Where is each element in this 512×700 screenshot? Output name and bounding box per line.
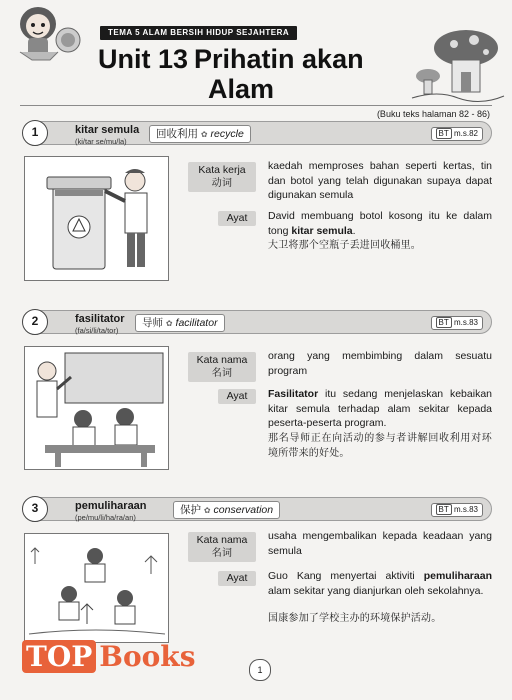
example-sentence: Guo Kang menyertai aktiviti pemuliharaan alam sekitar yang dianjurkan oleh sekolahnya. bbox=[268, 570, 492, 597]
classroom-drawing bbox=[25, 347, 168, 469]
translation-zh: 保护 bbox=[180, 504, 201, 516]
word-type-label: Kata nama 名词 bbox=[188, 352, 256, 382]
entry-syllables: (pe/mu/li/ha/ra/an) bbox=[75, 513, 136, 522]
entry-number: 2 bbox=[22, 309, 48, 335]
definition-text: kaedah memproses bahan seperti kertas, tin dan botol yang telah digunakan supaya dapat digunakan semula bbox=[268, 160, 492, 201]
example-label: Ayat bbox=[218, 389, 256, 404]
separator-icon: ✿ bbox=[200, 130, 208, 139]
translation-zh: 回收利用 bbox=[156, 128, 198, 140]
unit-title-part2: Alam bbox=[208, 74, 275, 104]
word-type-label: Kata kerja 动词 bbox=[188, 162, 256, 192]
header-divider bbox=[20, 105, 492, 106]
translation-box bbox=[173, 501, 280, 519]
definition-text: usaha mengembalikan kepada keadaan yang semula bbox=[268, 530, 492, 557]
classroom-illustration bbox=[24, 346, 169, 470]
entry-word: kitar semula bbox=[75, 124, 140, 136]
translation-en: conservation bbox=[213, 504, 274, 516]
recycle-illustration bbox=[24, 156, 169, 281]
page-title bbox=[98, 44, 370, 104]
example-sentence: Fasilitator itu sedang menjelaskan kebaikan kitar semula terhadap alam sekitar kepada peserta-peserta program. bbox=[268, 388, 492, 429]
textbook-page-badge: BT m.s.82 bbox=[431, 127, 483, 141]
tree-planting-illustration bbox=[24, 533, 169, 643]
translation-box bbox=[135, 314, 225, 332]
entry-word: pemuliharaan bbox=[75, 500, 147, 512]
separator-icon: ✿ bbox=[165, 319, 173, 328]
textbook-reference: (Buku teks halaman 82 - 86) bbox=[376, 109, 490, 119]
entry-syllables: (fa/si/li/ta/tor) bbox=[75, 326, 119, 335]
example-translation-zh: 国康参加了学校主办的环境保护活动。 bbox=[268, 613, 442, 624]
textbook-page-badge: BT m.s.83 bbox=[431, 316, 483, 330]
definition-text: orang yang membimbing dalam sesuatu program bbox=[268, 350, 492, 377]
translation-en: facilitator bbox=[175, 317, 218, 329]
entry-syllables: (ki/tar se/mu/la) bbox=[75, 137, 127, 146]
example-label: Ayat bbox=[218, 211, 256, 226]
word-type-label: Kata nama 名词 bbox=[188, 532, 256, 562]
translation-en: recycle bbox=[210, 128, 244, 140]
entry-number: 1 bbox=[22, 120, 48, 146]
translation-zh: 导师 bbox=[142, 317, 163, 329]
translation-box bbox=[149, 125, 251, 143]
watermark-logo: TOP Books bbox=[22, 640, 195, 673]
example-sentence: David membuang botol kosong itu ke dalam tong kitar semula. bbox=[268, 210, 492, 237]
theme-banner: TEMA 5 ALAM BERSIH HIDUP SEJAHTERA bbox=[100, 26, 297, 40]
example-translation-zh: 大卫将那个空瓶子丢进回收桶里。 bbox=[268, 240, 421, 251]
entry-header-1 bbox=[24, 121, 492, 145]
mascot-girl-illustration bbox=[6, 2, 98, 66]
page-number: 1 bbox=[249, 659, 271, 681]
example-label: Ayat bbox=[218, 571, 256, 586]
example-translation-zh: 那名导师正在向活动的参与者讲解回收利用对环境所带来的好处。 bbox=[268, 433, 492, 459]
separator-icon: ✿ bbox=[203, 506, 211, 515]
entry-number: 3 bbox=[22, 496, 48, 522]
unit-title-part1: Prihatin akan bbox=[194, 44, 364, 74]
entry-word: fasilitator bbox=[75, 313, 125, 325]
entry-header-2 bbox=[24, 310, 492, 334]
mushroom-house-illustration bbox=[408, 20, 506, 108]
entry-header-3 bbox=[24, 497, 492, 521]
unit-number: Unit 13 bbox=[98, 44, 189, 74]
textbook-page-badge: BT m.s.83 bbox=[431, 503, 483, 517]
recycle-bin-drawing bbox=[25, 157, 168, 280]
tree-planting-drawing bbox=[25, 534, 168, 642]
